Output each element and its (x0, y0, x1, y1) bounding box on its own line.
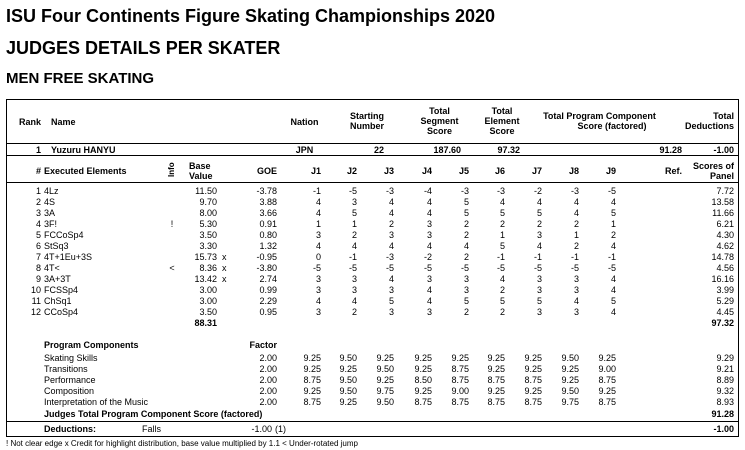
judge-goe: 4 (426, 197, 432, 207)
element-info: < (169, 263, 175, 273)
element-name: 4S (44, 197, 56, 207)
judge-goe: 5 (499, 208, 505, 218)
judge-goe: -2 (423, 252, 432, 262)
deduction-type: Falls (142, 424, 162, 434)
judge-goe: 3 (388, 307, 394, 317)
element-score: 14.78 (711, 252, 734, 262)
name-header: Name (51, 117, 76, 127)
deductions-label: Deductions: (44, 424, 97, 434)
element-number: 3 (35, 208, 41, 218)
judge-goe: 4 (426, 241, 432, 251)
judge-goe: -3 (570, 186, 579, 196)
element-base-value: 11.50 (195, 186, 217, 196)
judge-component-mark: 9.25 (524, 386, 542, 396)
element-name: CCoSp4 (44, 307, 79, 317)
judge-goe: 4 (351, 241, 357, 251)
element-score: 5.29 (716, 296, 734, 306)
component-score: 8.93 (716, 397, 734, 407)
judge-goe: -1 (496, 252, 505, 262)
element-goe: 0.99 (259, 285, 277, 295)
judge-header: J3 (383, 166, 394, 176)
judge-goe: 4 (315, 197, 321, 207)
judge-goe: 2 (499, 285, 505, 295)
component-name: Skating Skills (44, 353, 98, 363)
element-goe: 0.80 (259, 230, 277, 240)
judge-component-mark: 9.25 (303, 353, 321, 363)
element-score: 4.56 (716, 263, 734, 273)
element-base-value: 9.70 (199, 197, 217, 207)
judge-goe: 2 (463, 219, 469, 229)
judge-goe: 4 (610, 285, 616, 295)
judge-component-mark: 9.25 (339, 364, 357, 374)
judge-header: J8 (568, 166, 579, 176)
judge-goe: 5 (463, 208, 469, 218)
judge-goe: 4 (610, 274, 616, 284)
starting-number-header-1: Starting (349, 111, 384, 121)
scores-header-1: Scores of (692, 161, 734, 171)
judge-goe: 4 (499, 197, 505, 207)
judge-component-mark: 9.25 (414, 364, 432, 374)
judge-component-mark: 9.25 (303, 386, 321, 396)
component-factor: 2.00 (259, 375, 277, 385)
element-score: 4.62 (716, 241, 734, 251)
judge-goe: -5 (423, 263, 432, 273)
judge-goe: -5 (385, 263, 394, 273)
judge-goe: 3 (315, 274, 321, 284)
judge-goe: 3 (463, 285, 469, 295)
judge-component-mark: 9.75 (376, 386, 394, 396)
scores-header-2: Panel (709, 171, 734, 181)
element-score: 13.58 (711, 197, 734, 207)
judge-component-mark: 9.25 (376, 353, 394, 363)
nation-header: Nation (290, 117, 319, 127)
element-bonus-mark: x (222, 263, 227, 273)
judge-goe: -5 (533, 263, 542, 273)
element-base-value: 5.30 (199, 219, 217, 229)
tes-header-2: Element (484, 116, 520, 126)
tes-header-3: Score (489, 126, 515, 136)
element-goe: 2.74 (259, 274, 277, 284)
judge-goe: 3 (315, 307, 321, 317)
element-goe: 1.32 (259, 241, 277, 251)
judge-goe: 3 (536, 285, 542, 295)
judge-goe: 1 (499, 230, 505, 240)
judge-goe: 3 (388, 230, 394, 240)
element-base-value: 13.42 (194, 274, 217, 284)
judge-goe: 3 (536, 307, 542, 317)
judge-goe: 1 (315, 219, 321, 229)
program-components-header: Program Components (44, 340, 139, 350)
judge-goe: 5 (610, 296, 616, 306)
judge-goe: 2 (463, 307, 469, 317)
judge-goe: 4 (536, 241, 542, 251)
component-factor: 2.00 (259, 353, 277, 363)
base-header-2: Value (189, 171, 213, 181)
judge-component-mark: 9.25 (487, 353, 505, 363)
judge-goe: -1 (607, 252, 616, 262)
judge-component-mark: 9.25 (487, 364, 505, 374)
component-name: Interpretation of the Music (44, 397, 149, 407)
skater-tes: 97.32 (497, 145, 520, 155)
judge-goe: 4 (573, 208, 579, 218)
judge-goe: 2 (463, 252, 469, 262)
judge-component-mark: 8.75 (303, 375, 321, 385)
judge-header: J2 (346, 166, 357, 176)
judge-component-mark: 9.25 (451, 353, 469, 363)
element-name: 4T+1Eu+3S (44, 252, 93, 262)
judge-header: J6 (494, 166, 505, 176)
judge-goe: 4 (315, 241, 321, 251)
tes-total: 97.32 (711, 318, 734, 328)
judge-component-mark: 9.00 (451, 386, 469, 396)
segment-title: MEN FREE SKATING (6, 70, 155, 87)
starting-number-header-2: Number (349, 121, 384, 131)
element-name: 4Lz (44, 186, 59, 196)
element-score: 11.66 (712, 208, 734, 218)
judge-goe: 2 (351, 307, 357, 317)
element-base-value: 8.36 (199, 263, 217, 273)
element-goe: 0.95 (259, 307, 277, 317)
judge-goe: 5 (388, 296, 394, 306)
judge-component-mark: 8.75 (524, 397, 542, 407)
num-header: # (35, 166, 41, 176)
element-goe: -0.95 (256, 252, 277, 262)
element-bonus-mark: x (222, 274, 227, 284)
judge-component-mark: 9.50 (376, 397, 394, 407)
judge-header: J1 (310, 166, 321, 176)
judge-goe: 4 (426, 285, 432, 295)
skater-tss: 187.60 (433, 145, 461, 155)
judge-component-mark: 9.25 (561, 364, 579, 374)
element-score: 6.21 (716, 219, 734, 229)
judge-component-mark: 8.75 (598, 397, 616, 407)
element-base-value: 3.30 (199, 241, 217, 251)
element-bonus-mark: x (222, 252, 227, 262)
judge-goe: 2 (499, 307, 505, 317)
judge-header: J5 (458, 166, 469, 176)
judge-component-mark: 9.25 (487, 386, 505, 396)
element-number: 9 (35, 274, 41, 284)
element-base-value: 3.50 (199, 230, 217, 240)
deductions-total: -1.00 (713, 424, 734, 434)
judge-component-mark: 9.50 (339, 375, 357, 385)
judge-component-mark: 9.50 (339, 386, 357, 396)
base-value-total: 88.31 (194, 318, 217, 328)
judge-component-mark: 9.25 (414, 353, 432, 363)
judge-goe: 5 (536, 208, 542, 218)
component-name: Composition (44, 386, 95, 396)
judge-component-mark: 8.75 (303, 397, 321, 407)
judge-goe: 2 (536, 219, 542, 229)
judge-goe: -4 (423, 186, 432, 196)
judge-component-mark: 9.00 (598, 364, 616, 374)
judge-goe: 3 (573, 274, 579, 284)
component-factor: 2.00 (259, 364, 277, 374)
tss-header-3: Score (426, 126, 452, 136)
judge-goe: 4 (610, 197, 616, 207)
element-goe: -3.78 (256, 186, 277, 196)
judge-component-mark: 8.75 (487, 375, 505, 385)
tss-header-1: Total (429, 106, 450, 116)
judge-goe: 4 (426, 208, 432, 218)
element-name: 4T< (44, 263, 60, 273)
judge-goe: 4 (388, 197, 394, 207)
judge-goe: 4 (610, 241, 616, 251)
judge-goe: 2 (388, 219, 394, 229)
judge-component-mark: 8.75 (451, 364, 469, 374)
judges-details-table (6, 99, 739, 437)
judge-component-mark: 9.25 (303, 364, 321, 374)
tes-header-1: Total (491, 106, 513, 116)
judge-goe: 3 (573, 307, 579, 317)
pcs-total-label: Judges Total Program Component Score (factored) (44, 409, 263, 419)
report-title: JUDGES DETAILS PER SKATER (6, 38, 281, 58)
judge-goe: 4 (610, 307, 616, 317)
judge-component-mark: 8.75 (414, 397, 432, 407)
judge-goe: 1 (351, 219, 357, 229)
judge-goe: 5 (463, 296, 469, 306)
component-score: 9.32 (716, 386, 734, 396)
judge-goe: 3 (315, 230, 321, 240)
component-factor: 2.00 (259, 386, 277, 396)
skater-pcs: 91.28 (659, 145, 682, 155)
judge-component-mark: 8.75 (598, 375, 616, 385)
element-number: 12 (30, 307, 41, 317)
element-number: 8 (35, 263, 41, 273)
judge-goe: -3 (496, 186, 505, 196)
ref-header: Ref. (664, 166, 682, 176)
judge-goe: 4 (315, 208, 321, 218)
judge-component-mark: 9.50 (376, 364, 394, 374)
judge-component-mark: 8.75 (451, 397, 469, 407)
judge-goe: 2 (573, 241, 579, 251)
judge-component-mark: 9.25 (524, 353, 542, 363)
judge-goe: 3 (426, 274, 432, 284)
element-base-value: 3.50 (199, 307, 217, 317)
judge-component-mark: 8.75 (487, 397, 505, 407)
judge-goe: 4 (388, 274, 394, 284)
component-score: 9.29 (716, 353, 734, 363)
judge-goe: 1 (573, 230, 579, 240)
judge-goe: 5 (351, 208, 357, 218)
footnote-legend: ! Not clear edge x Credit for highlight distribution, base value multiplied by 1.1 < Under-rotated jump (6, 439, 358, 448)
judge-goe: -3 (385, 186, 394, 196)
element-score: 3.99 (716, 285, 734, 295)
judge-goe: 3 (351, 285, 357, 295)
rank-header: Rank (19, 117, 42, 127)
judge-goe: 4 (573, 197, 579, 207)
skater-deductions: -1.00 (713, 145, 734, 155)
element-number: 4 (35, 219, 41, 229)
judge-goe: -2 (533, 186, 542, 196)
judge-component-mark: 9.25 (414, 386, 432, 396)
element-number: 7 (35, 252, 41, 262)
element-name: StSq3 (44, 241, 69, 251)
element-number: 5 (35, 230, 41, 240)
deduction-value: -1.00 (251, 424, 272, 434)
ded-header-2: Deductions (684, 121, 734, 131)
judge-goe: 4 (573, 296, 579, 306)
judge-goe: 4 (536, 197, 542, 207)
judge-component-mark: 8.75 (524, 375, 542, 385)
judge-component-mark: 8.50 (414, 375, 432, 385)
skater-name: Yuzuru HANYU (51, 145, 116, 155)
judge-goe: -5 (607, 186, 616, 196)
judge-goe: 3 (463, 274, 469, 284)
element-goe: 2.29 (259, 296, 277, 306)
judge-goe: -5 (312, 263, 321, 273)
executed-elements-header: Executed Elements (44, 166, 127, 176)
goe-header: GOE (256, 166, 277, 176)
deduction-count: (1) (275, 424, 286, 434)
judge-goe: -1 (312, 186, 321, 196)
element-number: 2 (35, 197, 41, 207)
judge-goe: 3 (426, 219, 432, 229)
judge-goe: -5 (570, 263, 579, 273)
judge-goe: 3 (536, 230, 542, 240)
element-number: 6 (35, 241, 41, 251)
judge-goe: 4 (388, 208, 394, 218)
judge-goe: 3 (388, 285, 394, 295)
component-name: Transitions (44, 364, 88, 374)
element-base-value: 15.73 (194, 252, 217, 262)
judge-goe: -5 (496, 263, 505, 273)
skater-starting-number: 22 (373, 145, 384, 155)
event-title: ISU Four Continents Figure Skating Championships 2020 (6, 6, 496, 26)
element-goe: 3.66 (259, 208, 277, 218)
judge-header: J7 (531, 166, 542, 176)
element-goe: 3.88 (259, 197, 277, 207)
judge-goe: 5 (610, 208, 616, 218)
judge-goe: 4 (351, 296, 357, 306)
info-header: Info (167, 162, 176, 177)
judge-component-mark: 9.50 (339, 353, 357, 363)
element-number: 10 (30, 285, 41, 295)
judge-goe: 3 (426, 307, 432, 317)
judge-goe: 4 (499, 274, 505, 284)
element-goe: -3.80 (256, 263, 277, 273)
judge-component-mark: 9.25 (524, 364, 542, 374)
judge-goe: 5 (499, 296, 505, 306)
skater-rank: 1 (35, 145, 41, 155)
element-score: 4.45 (716, 307, 734, 317)
judge-component-mark: 9.25 (598, 386, 616, 396)
judge-goe: 1 (610, 219, 616, 229)
judge-goe: -5 (607, 263, 616, 273)
judge-goe: 2 (351, 230, 357, 240)
element-name: 3F! (44, 219, 58, 229)
judge-goe: -1 (533, 252, 542, 262)
element-base-value: 8.00 (199, 208, 217, 218)
element-name: 3A+3T (44, 274, 71, 284)
judge-goe: 2 (463, 230, 469, 240)
judge-goe: 2 (610, 230, 616, 240)
judge-goe: 4 (388, 241, 394, 251)
skater-nation: JPN (295, 145, 314, 155)
judge-goe: 2 (499, 219, 505, 229)
judge-goe: 3 (351, 197, 357, 207)
judge-header: J9 (605, 166, 616, 176)
judge-goe: -3 (385, 252, 394, 262)
element-score: 16.16 (711, 274, 734, 284)
element-score: 4.30 (716, 230, 734, 240)
pcs-header-2: Score (factored) (577, 121, 647, 131)
judge-goe: 4 (463, 241, 469, 251)
judge-goe: 5 (499, 241, 505, 251)
element-name: FCCoSp4 (44, 230, 84, 240)
judge-goe: 3 (351, 274, 357, 284)
judge-goe: -1 (570, 252, 579, 262)
component-score: 9.21 (716, 364, 734, 374)
judge-goe: 3 (426, 230, 432, 240)
judge-goe: 3 (536, 274, 542, 284)
element-number: 11 (31, 296, 41, 306)
factor-header: Factor (249, 340, 277, 350)
component-factor: 2.00 (259, 397, 277, 407)
component-name: Performance (44, 375, 96, 385)
element-base-value: 3.00 (199, 285, 217, 295)
element-info: ! (170, 219, 174, 229)
pcs-total-value: 91.28 (711, 409, 734, 419)
element-score: 7.72 (716, 186, 734, 196)
tss-header-2: Segment (420, 116, 459, 126)
element-number: 1 (35, 186, 41, 196)
element-goe: 0.91 (259, 219, 277, 229)
judge-goe: -1 (348, 252, 357, 262)
element-name: FCSSp4 (44, 285, 79, 295)
element-name: ChSq1 (44, 296, 72, 306)
component-score: 8.89 (716, 375, 734, 385)
judge-goe: 5 (463, 197, 469, 207)
judge-component-mark: 9.25 (376, 375, 394, 385)
judge-goe: 3 (573, 285, 579, 295)
judge-component-mark: 9.25 (339, 397, 357, 407)
judge-header: J4 (421, 166, 432, 176)
judge-goe: 4 (426, 296, 432, 306)
judge-goe: -5 (348, 263, 357, 273)
judge-goe: 2 (573, 219, 579, 229)
element-name: 3A (44, 208, 56, 218)
pcs-header-1: Total Program Component (543, 111, 656, 121)
judge-goe: 3 (315, 285, 321, 295)
judge-component-mark: 9.75 (561, 397, 579, 407)
judge-goe: 0 (315, 252, 321, 262)
ded-header-1: Total (713, 111, 734, 121)
element-base-value: 3.00 (199, 296, 217, 306)
judge-component-mark: 9.50 (561, 353, 579, 363)
judge-goe: -3 (460, 186, 469, 196)
judge-goe: -5 (460, 263, 469, 273)
judge-component-mark: 8.75 (451, 375, 469, 385)
judge-component-mark: 9.25 (561, 375, 579, 385)
judge-component-mark: 9.50 (561, 386, 579, 396)
judge-component-mark: 9.25 (598, 353, 616, 363)
judge-goe: 4 (315, 296, 321, 306)
judge-goe: -5 (348, 186, 357, 196)
base-header-1: Base (189, 161, 211, 171)
judge-goe: 5 (536, 296, 542, 306)
